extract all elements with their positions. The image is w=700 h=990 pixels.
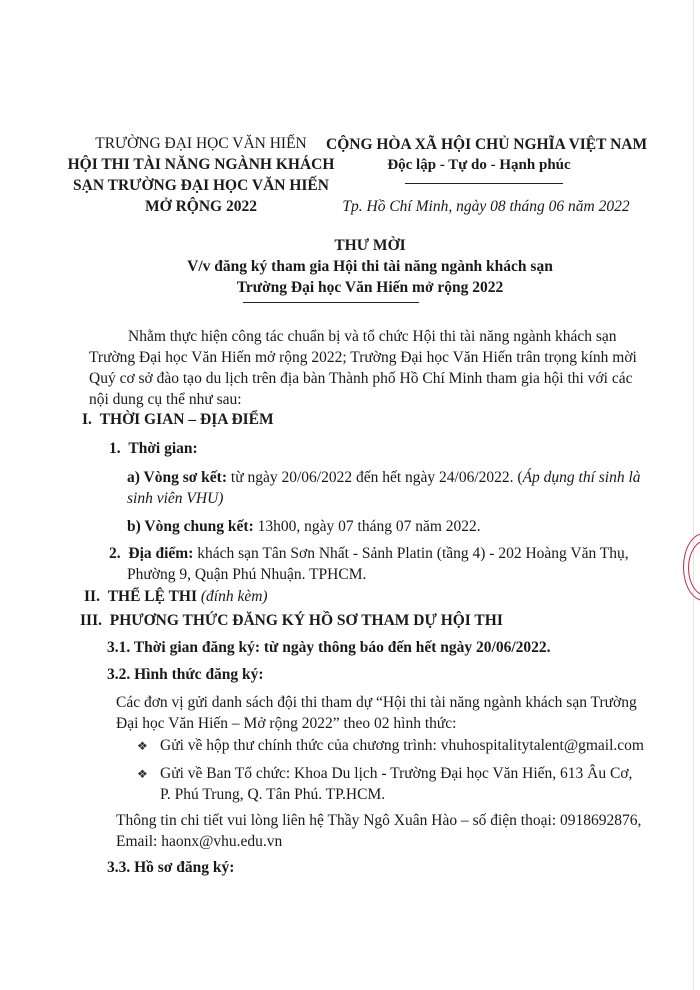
bullet-1-text xyxy=(160,735,644,756)
title-subject-2: Trường Đại học Văn Hiến mở rộng 2022 xyxy=(236,279,504,296)
nation-name: CỘNG HÒA XÃ HỘI CHỦ NGHĨA VIỆT NAM xyxy=(326,136,648,153)
contact-line-2: Email: haonx@vhu.edu.vn xyxy=(116,833,283,850)
section-1-heading xyxy=(82,409,274,430)
item-1-number: 1. xyxy=(109,440,121,457)
intro-line-2: Trường Đại học Văn Hiến mở rộng 2022; Trường Đại học Văn Hiến trân trọng kính mời xyxy=(89,349,637,366)
contact-line-1: Thông tin chi tiết vui lòng liên hệ Thầy Ngô Xuân Hào – số điện thoại: 0918692876, xyxy=(116,812,642,829)
item-2-number: 2. xyxy=(109,545,121,562)
diamond-bullet-icon: ❖ xyxy=(137,739,148,753)
section-3-2-para-2: Đại học Văn Hiến – Mở rộng 2022” theo 02 hình thức: xyxy=(116,715,457,732)
intro-line-3: Quý cơ sở đào tạo du lịch trên địa bàn Thành phố Hồ Chí Minh tham gia hội thi với các xyxy=(89,370,633,387)
section-2-title: THỂ LỆ THI xyxy=(107,588,198,605)
organizer-line-2: SẠN TRƯỜNG ĐẠI HỌC VĂN HIẾN xyxy=(73,177,329,194)
section-1-title: THỜI GIAN – ĐỊA ĐIỂM xyxy=(99,411,274,428)
bullet-2-line-2: P. Phú Trung, Q. Tân Phú. TP.HCM. xyxy=(160,786,386,803)
title-main: THƯ MỜI xyxy=(334,237,406,254)
item-2-line-2: Phường 9, Quận Phú Nhuận. TPHCM. xyxy=(127,566,367,583)
item-1-label: Thời gian: xyxy=(128,440,198,457)
bullet-2-line-1: Gửi về Ban Tổ chức: Khoa Du lịch - Trường Đại học Văn Hiến, 613 Âu Cơ, xyxy=(160,765,633,782)
motto-underline xyxy=(405,183,563,184)
round-a-line-1 xyxy=(127,467,641,488)
title-subject-1: V/v đăng ký tham gia Hội thi tài năng ngành khách sạn xyxy=(187,258,553,275)
issuer-header xyxy=(60,133,342,217)
section-2-number: II. xyxy=(84,588,100,605)
organizer-line-1: HỘI THI TÀI NĂNG NGÀNH KHÁCH xyxy=(67,156,335,173)
diamond-bullet-icon: ❖ xyxy=(137,767,148,781)
section-3-2: 3.2. Hình thức đăng ký: xyxy=(107,666,264,683)
bullet-1-line: Gửi về hộp thư chính thức của chương trình: vhuhospitalitytalent@gmail.com xyxy=(160,737,644,754)
item-2-line-1 xyxy=(109,543,629,564)
section-3-number: III. xyxy=(80,612,102,629)
organizer-line-3: MỞ RỘNG 2022 xyxy=(145,198,257,215)
section-3-2-para-1: Các đơn vị gửi danh sách đội thi tham dự “Hội thi tài năng ngành khách sạn Trường xyxy=(116,694,637,711)
section-3-1: 3.1. Thời gian đăng ký: từ ngày thông báo đến hết ngày 20/06/2022. xyxy=(107,639,551,656)
item-2-text: khách sạn Tân Sơn Nhất - Sảnh Platin (tầng 4) - 202 Hoàng Văn Thụ, xyxy=(193,545,629,562)
national-motto: Độc lập - Tự do - Hạnh phúc xyxy=(387,157,571,173)
round-a-text: từ ngày 20/06/2022 đến hết ngày 24/06/2022. ( xyxy=(227,469,523,486)
section-2-note: (đính kèm) xyxy=(200,588,268,605)
university-name: TRƯỜNG ĐẠI HỌC VĂN HIẾN xyxy=(95,135,307,152)
section-3-3: 3.3. Hồ sơ đăng ký: xyxy=(107,859,235,876)
scan-edge xyxy=(693,0,694,990)
round-a-note: Áp dụng thí sinh là xyxy=(522,469,641,486)
section-2-heading xyxy=(84,586,268,607)
round-b-text: 13h00, ngày 07 tháng 07 năm 2022. xyxy=(253,518,481,535)
round-a-label: a) Vòng sơ kết: xyxy=(127,469,228,486)
round-b-label: b) Vòng chung kết: xyxy=(127,518,254,535)
section-3-heading xyxy=(80,610,503,631)
national-header xyxy=(326,134,648,176)
intro-line-1: Nhằm thực hiện công tác chuẩn bị và tổ chức Hội thi tài năng ngành khách sạn xyxy=(128,328,617,345)
document-title xyxy=(187,235,553,298)
section-3-title: PHƯƠNG THỨC ĐĂNG KÝ HỒ SƠ THAM DỰ HỘI THI xyxy=(109,612,503,629)
title-underline xyxy=(243,302,419,303)
round-a-note-2: sinh viên VHU) xyxy=(127,490,224,507)
item-1-heading xyxy=(109,438,198,459)
item-2-label: Địa điểm: xyxy=(128,545,194,562)
intro-line-4: nội dung cụ thể như sau: xyxy=(89,391,242,408)
document-date: Tp. Hồ Chí Minh, ngày 08 tháng 06 năm 2022 xyxy=(342,198,630,215)
section-1-number: I. xyxy=(82,411,92,428)
round-b-line xyxy=(127,516,481,537)
